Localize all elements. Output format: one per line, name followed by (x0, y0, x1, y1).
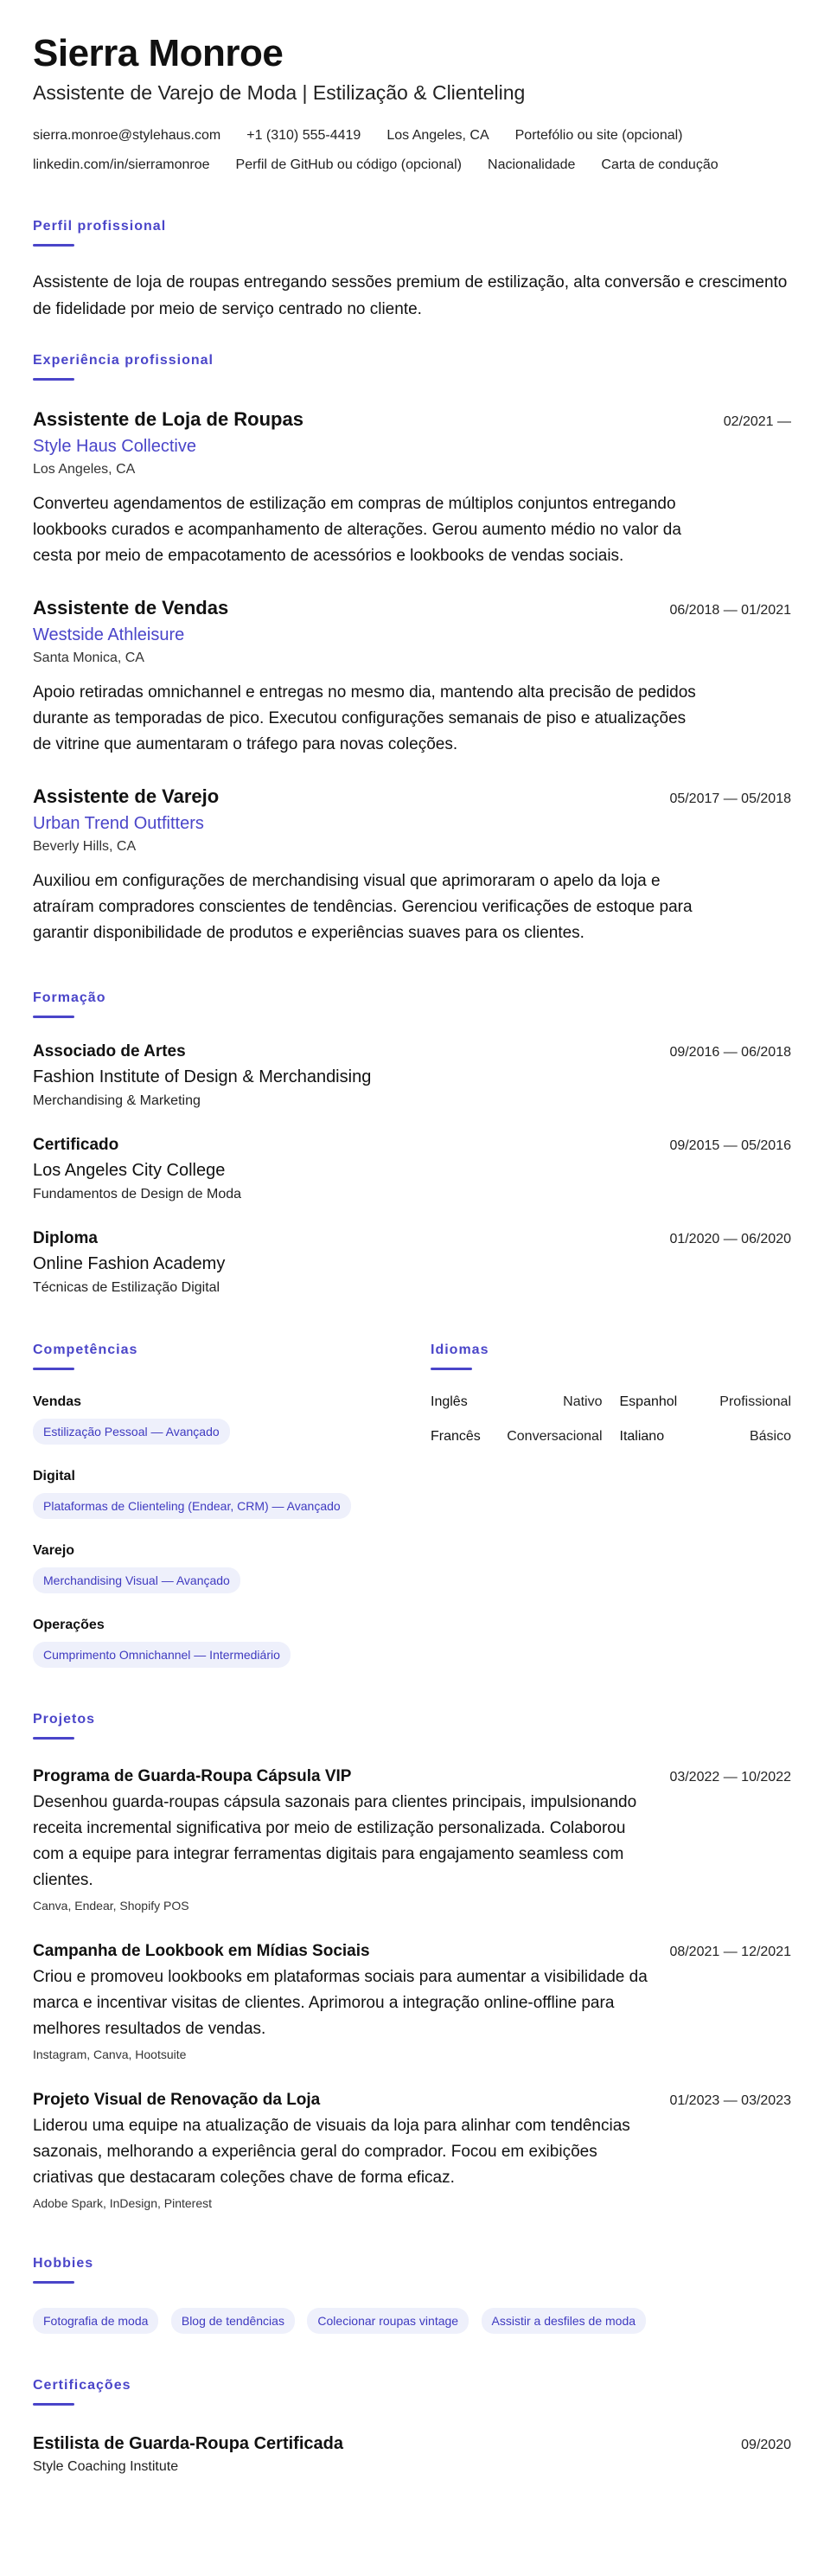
section-title-experience: Experiência profissional (33, 353, 214, 368)
language-level: Nativo (563, 1394, 603, 1409)
job-dates: 05/2017 — 05/2018 (669, 791, 791, 806)
certification-date: 09/2020 (741, 2438, 791, 2452)
project-tech: Instagram, Canva, Hootsuite (33, 2047, 187, 2061)
job-title: Assistente de Loja de Roupas (33, 408, 303, 430)
job-location: Beverly Hills, CA (33, 839, 137, 854)
experience-item (33, 784, 791, 946)
contact-driving-license: Carta de condução (601, 157, 719, 172)
certification-issuer: Style Coaching Institute (33, 2459, 179, 2474)
experience-item (33, 407, 791, 569)
skill-group (33, 1616, 431, 1668)
resume-header (33, 31, 791, 175)
experience-section (33, 352, 791, 946)
skill-category: Varejo (33, 1543, 75, 1558)
skill-chip: Cumprimento Omnichannel — Intermediário (33, 1642, 291, 1668)
job-title: Assistente de Varejo (33, 785, 220, 807)
company-name: Style Haus Collective (33, 437, 196, 456)
skills-languages-row (33, 1342, 791, 1668)
job-location: Santa Monica, CA (33, 650, 144, 665)
hobby-list (33, 2301, 791, 2334)
education-item (33, 1041, 791, 1112)
section-divider (33, 2281, 74, 2284)
section-divider (33, 1016, 74, 1018)
summary-text: Assistente de loja de roupas entregando sessões premium de estilização, alta conversão e crescimento de fidelidade por meio de serviço centrado no cliente. (33, 273, 788, 318)
skill-chip: Merchandising Visual — Avançado (33, 1567, 240, 1593)
skill-category: Operações (33, 1618, 105, 1632)
project-dates: 01/2023 — 03/2023 (669, 2093, 791, 2108)
certification-item (33, 2432, 791, 2477)
education-dates: 09/2015 — 05/2016 (669, 1138, 791, 1153)
language-level: Básico (749, 1429, 791, 1444)
project-dates: 08/2021 — 12/2021 (669, 1945, 791, 1959)
project-item (33, 1940, 791, 2063)
candidate-name: Sierra Monroe (33, 32, 284, 74)
project-tech: Adobe Spark, InDesign, Pinterest (33, 2196, 213, 2210)
contact-github[interactable]: Perfil de GitHub ou código (opcional) (235, 157, 463, 172)
field-of-study: Técnicas de Estilização Digital (33, 1280, 220, 1295)
section-title-skills: Competências (33, 1342, 138, 1357)
language-item (431, 1427, 603, 1446)
job-description: Apoio retiradas omnichannel e entregas no mesmo dia, mantendo alta precisão de pedidos durante as temporadas de pico. Executou configurações semanais de piso e atualizações de vitrine que aumentaram o tráfego para novas coleções. (33, 683, 696, 753)
hobby-chip: Assistir a desfiles de moda (482, 2308, 647, 2334)
hobby-chip: Blog de tendências (171, 2308, 295, 2334)
skill-chip: Estilização Pessoal — Avançado (33, 1419, 230, 1445)
skill-category: Vendas (33, 1394, 82, 1409)
job-description: Converteu agendamentos de estilização em compras de múltiplos conjuntos entregando lookbooks curados e acompanhamento de alterações. Gerou aumento médio no valor da cesta por meio de empacotamento de acessórios e lookbooks de vendas sociais. (33, 495, 681, 565)
project-item (33, 2089, 791, 2212)
project-description: Desenhou guarda-roupas cápsula sazonais para clientes principais, impulsionando receita incremental significativa por meio de estilização personalizada. Colaborou com a equipe para integrar ferramentas digitais para engajamento seamless com clientes. (33, 1793, 637, 1889)
job-location: Los Angeles, CA (33, 462, 136, 477)
section-divider (33, 2403, 74, 2406)
job-dates: 06/2018 — 01/2021 (669, 603, 791, 618)
contact-linkedin[interactable]: linkedin.com/in/sierramonroe (33, 157, 210, 172)
contact-location: Los Angeles, CA (386, 128, 489, 143)
contact-email[interactable]: sierra.monroe@stylehaus.com (33, 128, 221, 143)
field-of-study: Fundamentos de Design de Moda (33, 1187, 242, 1201)
contact-portfolio[interactable]: Portefólio ou site (opcional) (514, 128, 683, 143)
project-name: Programa de Guarda-Roupa Cápsula VIP (33, 1767, 352, 1785)
section-title-hobbies: Hobbies (33, 2256, 94, 2271)
language-level: Conversacional (507, 1429, 603, 1444)
section-title-summary: Perfil profissional (33, 219, 167, 234)
education-item (33, 1134, 791, 1205)
section-title-education: Formação (33, 990, 106, 1005)
education-item (33, 1227, 791, 1298)
language-grid (431, 1393, 791, 1446)
section-divider (431, 1368, 472, 1370)
skill-group (33, 1393, 431, 1445)
section-divider (33, 1737, 74, 1740)
language-item (431, 1393, 603, 1412)
languages-section (431, 1342, 791, 1668)
job-dates: 02/2021 — (723, 414, 791, 429)
section-divider (33, 378, 74, 381)
skill-chip: Plataformas de Clienteling (Endear, CRM) — Avançado (33, 1493, 351, 1519)
section-title-certifications: Certificações (33, 2378, 131, 2393)
company-name: Westside Athleisure (33, 625, 185, 644)
degree-name: Associado de Artes (33, 1042, 186, 1061)
language-name: Francês (431, 1429, 481, 1444)
hobbies-section (33, 2255, 791, 2334)
skills-section (33, 1342, 431, 1668)
project-name: Campanha de Lookbook em Mídias Sociais (33, 1942, 370, 1960)
hobby-chip: Colecionar roupas vintage (307, 2308, 469, 2334)
certifications-section (33, 2377, 791, 2477)
skill-category: Digital (33, 1469, 75, 1483)
language-item (620, 1393, 792, 1412)
job-title: Assistente de Vendas (33, 597, 229, 618)
skill-group (33, 1467, 431, 1519)
language-name: Espanhol (619, 1394, 678, 1409)
project-description: Liderou uma equipe na atualização de visuais da loja para alinhar com tendências sazonais, melhorando a experiência geral do comprador. Focou em exibições criativas que destacaram coleções chave de forma eficaz. (33, 2117, 630, 2187)
degree-name: Certificado (33, 1136, 119, 1154)
project-item (33, 1765, 791, 1914)
projects-section (33, 1711, 791, 2212)
section-title-languages: Idiomas (431, 1342, 489, 1357)
contact-nationality: Nacionalidade (488, 157, 576, 172)
language-level: Profissional (719, 1394, 791, 1409)
candidate-headline: Assistente de Varejo de Moda | Estilização & Clienteling (33, 81, 526, 104)
field-of-study: Merchandising & Marketing (33, 1093, 201, 1108)
education-section (33, 990, 791, 1298)
summary-section (33, 218, 791, 323)
language-name: Inglês (431, 1394, 468, 1409)
school-name: Fashion Institute of Design & Merchandising (33, 1067, 372, 1086)
contact-list (33, 126, 791, 175)
contact-phone[interactable]: +1 (310) 555-4419 (246, 128, 361, 143)
project-name: Projeto Visual de Renovação da Loja (33, 2091, 321, 2109)
project-description: Criou e promoveu lookbooks em plataformas sociais para aumentar a visibilidade da marca e incentivar visitas de clientes. Aprimorou a integração online-offline para melhores resultados de vendas. (33, 1968, 648, 2038)
company-name: Urban Trend Outfitters (33, 814, 204, 833)
project-tech: Canva, Endear, Shopify POS (33, 1899, 189, 1913)
job-description: Auxiliou em configurações de merchandising visual que aprimoraram o apelo da loja e atraíram compradores conscientes de tendências. Gerenciou verificações de estoque para garantir disponibilidade de produtos e experiências suaves para os clientes. (33, 872, 693, 942)
school-name: Online Fashion Academy (33, 1254, 226, 1273)
skill-group (33, 1541, 431, 1593)
education-dates: 01/2020 — 06/2020 (669, 1232, 791, 1246)
degree-name: Diploma (33, 1229, 98, 1247)
language-item (620, 1427, 792, 1446)
experience-item (33, 595, 791, 758)
project-dates: 03/2022 — 10/2022 (669, 1770, 791, 1785)
section-divider (33, 1368, 74, 1370)
education-dates: 09/2016 — 06/2018 (669, 1045, 791, 1060)
hobby-chip: Fotografia de moda (33, 2308, 158, 2334)
language-name: Italiano (619, 1429, 665, 1444)
section-title-projects: Projetos (33, 1712, 96, 1727)
certification-name: Estilista de Guarda-Roupa Certificada (33, 2434, 343, 2453)
section-divider (33, 244, 74, 247)
school-name: Los Angeles City College (33, 1161, 226, 1180)
